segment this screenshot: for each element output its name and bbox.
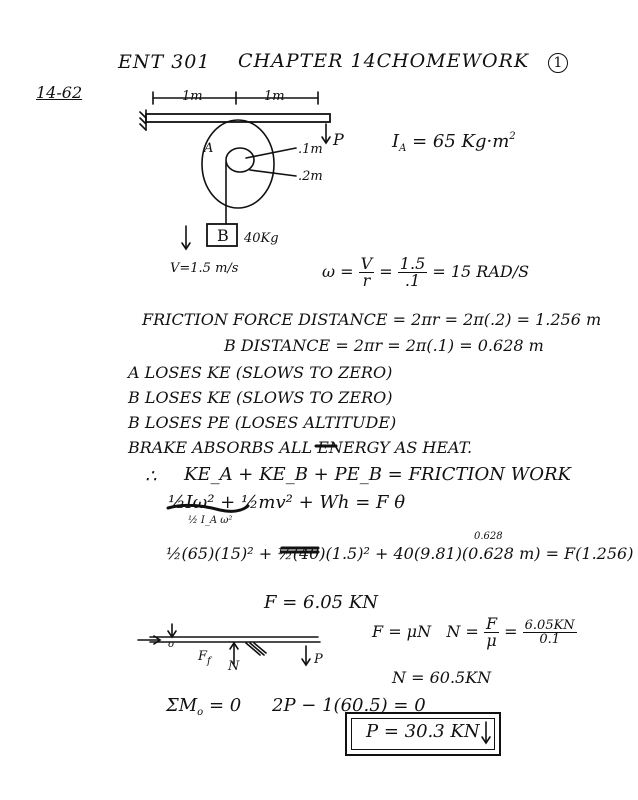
fbd-normal-label: N [228, 659, 240, 674]
omega-equation: ω = $\frac{V}{r}$ = $\frac{1.5}{.1}$ = 15 RAD/S [322, 254, 530, 290]
fbd-p-label: P [314, 652, 323, 667]
label-a: A [204, 141, 214, 156]
energy-equation: KE_A + KE_B + PE_B = FRICTION WORK [184, 464, 571, 485]
block-b-label: B [217, 226, 229, 245]
substitution-equation: ½(65)(15)² + ½(40)(1.5)² + 40(9.81)(0.628 m) = F(1.256) [166, 544, 634, 563]
mass-b-label: 40Kg [244, 231, 279, 246]
page-number: 1 [548, 53, 568, 73]
load-p-label: P [333, 130, 344, 149]
substitution-note: 0.628 [474, 531, 503, 542]
dim-2-label: 1m [264, 89, 285, 104]
friction-result: F = 6.05 KN [264, 592, 379, 613]
answer-text: P = 30.3 KN [366, 721, 480, 742]
radius-inner-line [246, 148, 296, 158]
brake-hub-inner [226, 148, 254, 172]
energy-formula-note: ½ I_A ω² [188, 515, 233, 526]
therefore-symbol: ∴ [145, 466, 157, 487]
homework-title: HOMEWORK [392, 50, 530, 72]
brake-wheel-outer [202, 120, 274, 208]
moment-sum: $\Sigma M_o = 0$ [166, 695, 242, 718]
statement-b-pe: B LOSES PE (LOSES ALTITUDE) [128, 413, 397, 432]
velocity-label: V=1.5 m/s [170, 261, 239, 276]
b-distance-line: B DISTANCE = 2πr = 2π(.1) = 0.628 m [224, 336, 544, 355]
moment-equation: 2P − 1(60.5) = 0 [272, 695, 426, 716]
dim-1-label: 1m [182, 89, 203, 104]
statement-brake: BRAKE ABSORBS ALL ENERGY AS HEAT. [128, 438, 473, 457]
statement-b-ke: B LOSES KE (SLOWS TO ZERO) [128, 388, 393, 407]
normal-equation: F = μN N = $\frac{F}{\mu}$ = $\frac{6.05KN}{0.1}$ [372, 614, 575, 650]
energy-formula: ½Iω² + ½mv² + Wh = F θ [168, 492, 406, 513]
normal-result: N = 60.5KN [392, 668, 492, 687]
course-code: ENT 301 [118, 51, 211, 73]
chapter-title: CHAPTER 14C [238, 50, 393, 72]
inertia-statement: $I_A = 65$ $Kg\cdot m^2$ [392, 131, 516, 154]
radius-outer-label: .2m [298, 169, 323, 184]
fbd-friction-label: $F_f$ [198, 649, 211, 667]
radius-inner-label: .1m [298, 142, 323, 157]
wall-hatch-3 [140, 124, 146, 130]
statement-a-ke: A LOSES KE (SLOWS TO ZERO) [128, 363, 393, 382]
friction-distance-line: FRICTION FORCE DISTANCE = 2πr = 2π(.2) = 1.256 m [142, 310, 602, 329]
fbd-pivot-label: o [168, 639, 175, 650]
problem-number: 14-62 [36, 83, 83, 102]
